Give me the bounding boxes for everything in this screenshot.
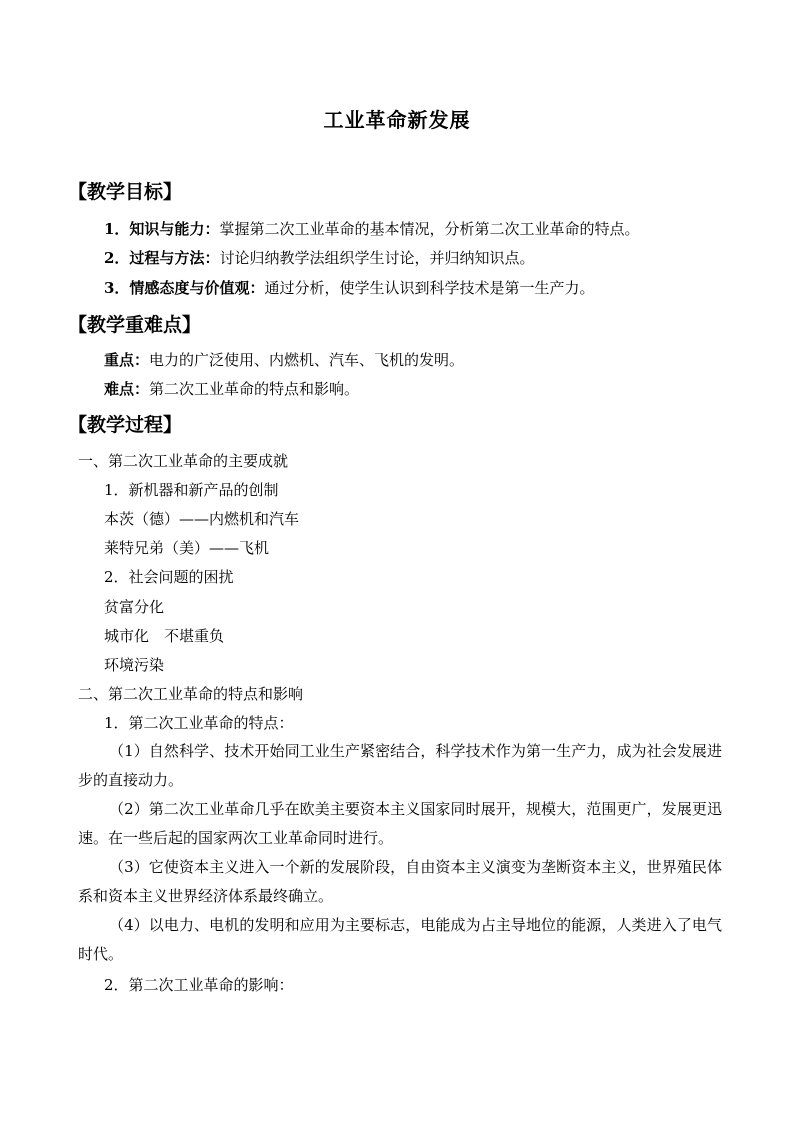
- part1-sub1: 1．新机器和新产品的创制: [104, 481, 279, 499]
- benz-line: 本茨（德）——内燃机和汽车: [104, 510, 300, 528]
- objective-item-3: [104, 278, 594, 298]
- part2-sub1: 1．第二次工业革命的特点：: [104, 714, 294, 732]
- focus-line: [104, 350, 464, 370]
- document-title: 工业革命新发展: [323, 108, 471, 132]
- feature-paragraph-2: （2）第二次工业革命几乎在欧美主要资本主义国家同时展开，规模大，范围更广，发展更迅速。在一些后起的国家两次工业革命同时进行。: [78, 800, 722, 847]
- issue-pollution: 环境污染: [104, 656, 165, 674]
- objective-label: 3．情感态度与价值观：: [104, 279, 265, 297]
- feature-paragraph-4: （4）以电力、电机的发明和应用为主要标志，电能成为占主导地位的能源，人类进入了电气时代。: [78, 916, 722, 963]
- part2-sub2: 2．第二次工业革命的影响：: [104, 976, 294, 994]
- focus-label: 重点：: [104, 351, 150, 369]
- part2-heading: 二、第二次工业革命的特点和影响: [78, 685, 304, 703]
- objective-item-1: [104, 219, 639, 239]
- key-points-heading: 【教学重难点】: [68, 314, 202, 336]
- difficulty-label: 难点：: [104, 380, 150, 398]
- objective-text: 讨论归纳教学法组织学生讨论，并归纳知识点。: [219, 249, 535, 267]
- objective-text: 掌握第二次工业革命的基本情况，分析第二次工业革命的特点。: [219, 220, 640, 238]
- process-heading: 【教学过程】: [68, 414, 183, 436]
- part1-heading: 一、第二次工业革命的主要成就: [78, 452, 289, 470]
- difficulty-line: [104, 379, 359, 399]
- objective-text: 通过分析，使学生认识到科学技术是第一生产力。: [264, 279, 595, 297]
- objectives-heading: 【教学目标】: [68, 181, 183, 203]
- feature-paragraph-1: （1）自然科学、技术开始同工业生产紧密结合，科学技术作为第一生产力，成为社会发展进步的直接动力。: [78, 742, 722, 789]
- issue-urbanization: 城市化 不堪重负: [104, 627, 225, 645]
- feature-paragraph-3: （3）它使资本主义进入一个新的发展阶段，自由资本主义演变为垄断资本主义，世界殖民体系和资本主义世界经济体系最终确立。: [78, 858, 722, 905]
- difficulty-text: 第二次工业革命的特点和影响。: [149, 380, 360, 398]
- objective-label: 2．过程与方法：: [104, 249, 220, 267]
- focus-text: 电力的广泛使用、内燃机、汽车、飞机的发明。: [149, 351, 465, 369]
- objective-item-2: [104, 248, 534, 268]
- objective-label: 1．知识与能力：: [104, 220, 220, 238]
- part1-sub2: 2．社会问题的困扰: [104, 568, 234, 586]
- issue-wealth-gap: 贫富分化: [104, 598, 165, 616]
- wright-line: 莱特兄弟（美）——飞机: [104, 539, 270, 557]
